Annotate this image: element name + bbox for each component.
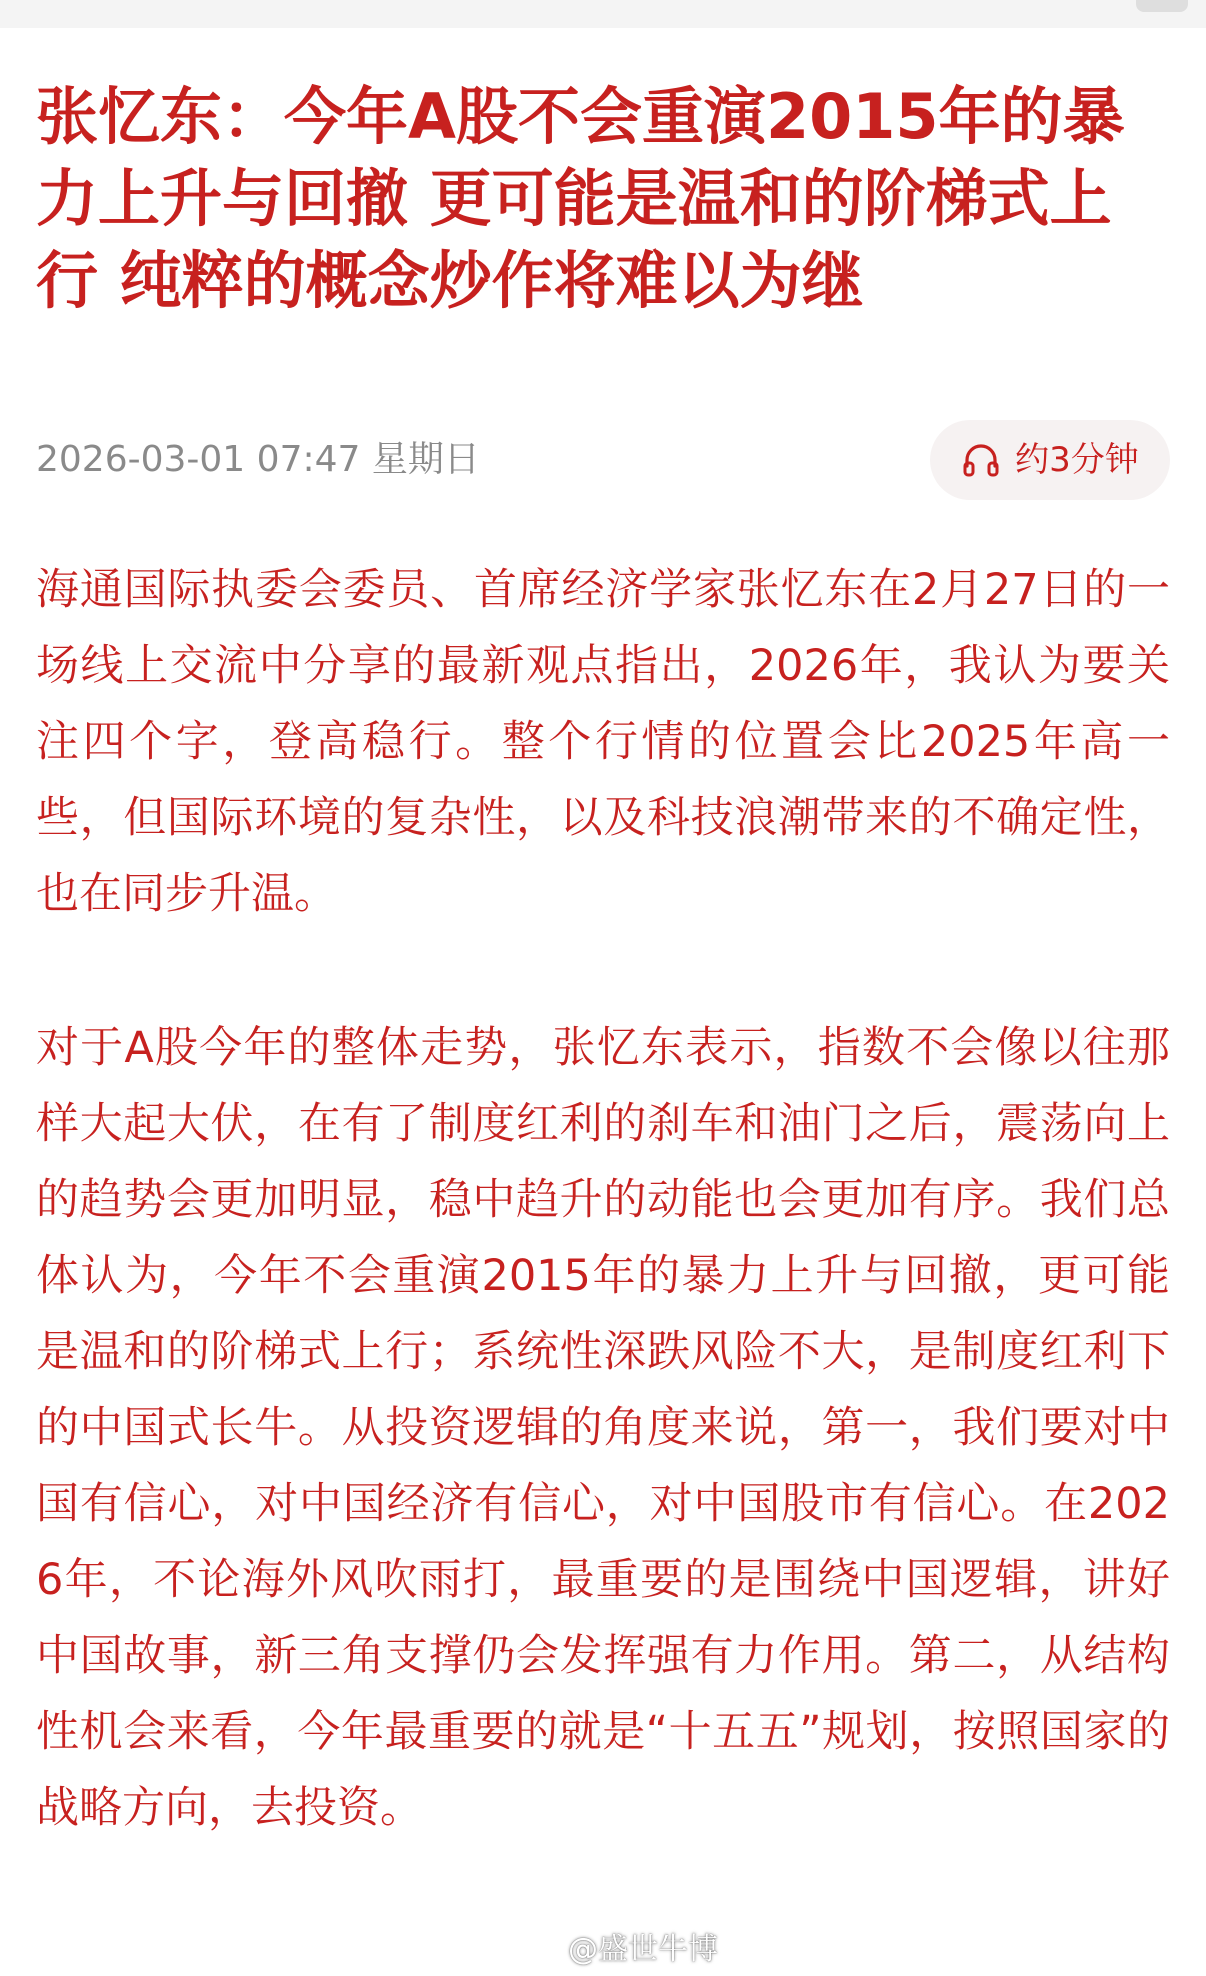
listen-button[interactable] (930, 420, 1170, 500)
listen-duration-label: 约3分钟 (1015, 440, 1139, 480)
article-paragraph-2: 对于A股今年的整体走势，张忆东表示，指数不会像以往那样大起大伏，在有了制度红利的刹车和油门之后，震荡向上的趋势会更加明显，稳中趋升的动能也会更加有序。我们总体认为，今年不会重演2015年的暴力上升与回撤，更可能是温和的阶梯式上行；系统性深跌风险不大，是制度红利下的中国式长牛。从投资逻辑的角度来说，第一，我们要对中国有信心，对中国经济有信心，对中国股市有信心。在2026年，不论海外风吹雨打，最重要的是围绕中国逻辑，讲好中国故事，新三角支撑仍会发挥强有力作用。第二，从结构性机会来看，今年最重要的就是“十五五”规划，按照国家的战略方向，去投资。 (36, 1023, 1170, 1833)
publish-date: 2026-03-01 07:47 星期日 (36, 439, 480, 480)
headphones-icon (961, 440, 1001, 480)
watermark-text: @盛世牛博 (568, 1932, 718, 1967)
article-paragraph-1: 海通国际执委会委员、首席经济学家张忆东在2月27日的一场线上交流中分享的最新观点指出，2026年，我认为要关注四个字，登高稳行。整个行情的位置会比2025年高一些，但国际环境的复杂性，以及科技浪潮带来的不确定性，也在同步升温。 (36, 565, 1170, 919)
watermark (516, 1922, 718, 1970)
article-meta (36, 420, 1170, 500)
top-status-strip (0, 0, 1206, 28)
article-title: 张忆东：今年A股不会重演2015年的暴力上升与回撤 更可能是温和的阶梯式上行 纯粹的概念炒作将难以为继 (36, 80, 1125, 317)
weibo-logo-icon (516, 1928, 560, 1964)
top-strip-shape (1136, 0, 1188, 12)
